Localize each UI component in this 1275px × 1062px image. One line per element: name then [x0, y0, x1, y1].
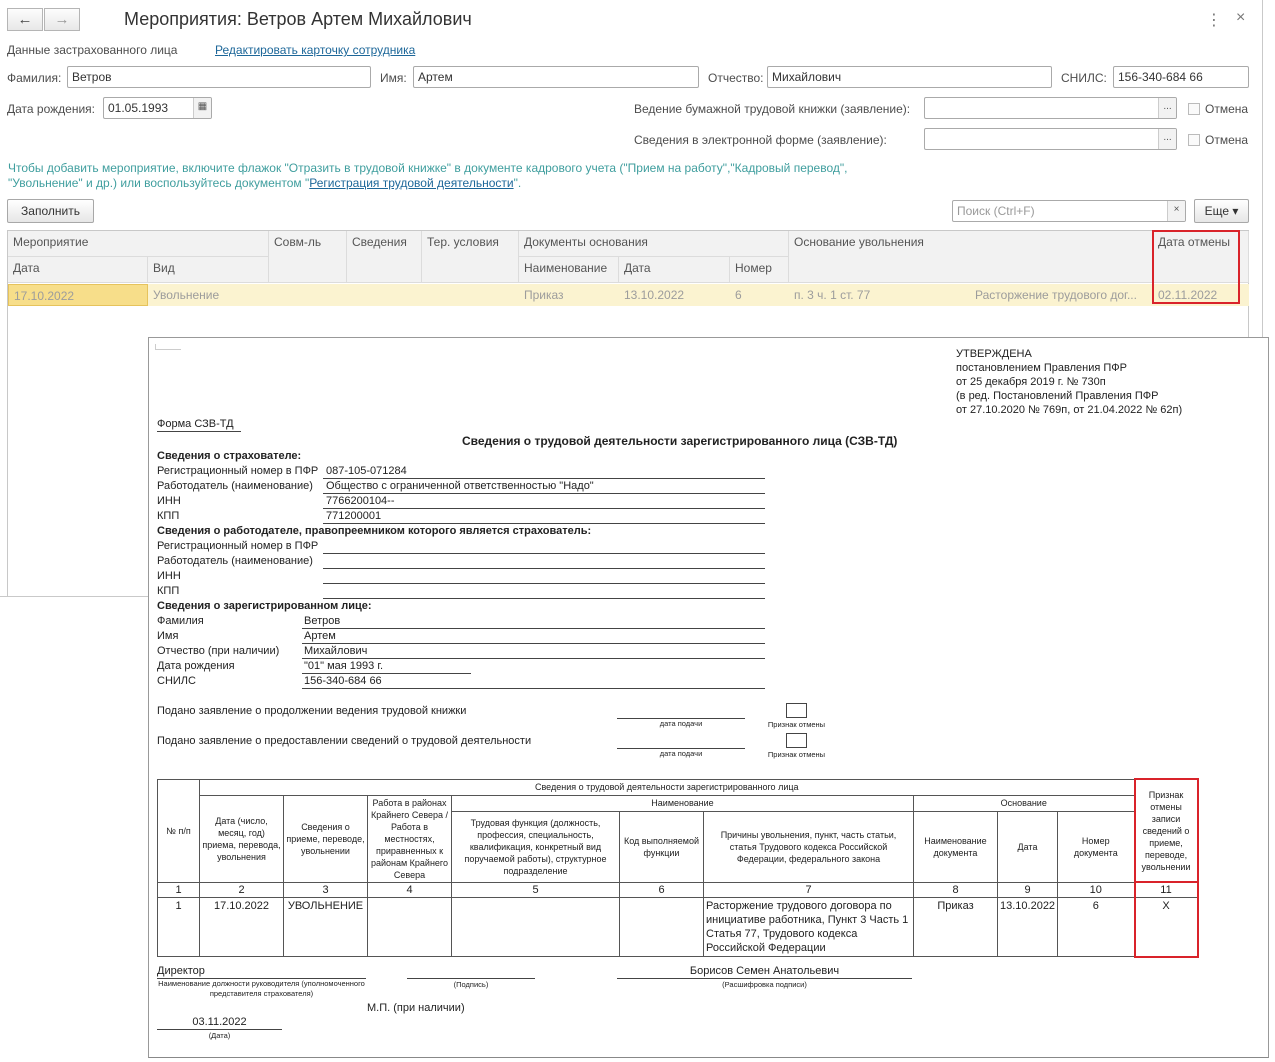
statement-2: Подано заявление о предоставлении сведений о трудовой деятельности [157, 735, 532, 747]
electronic-input[interactable] [924, 128, 1177, 150]
highlight-cancel-date [1152, 230, 1240, 304]
header-cancel-date[interactable]: Дата отмены [1153, 231, 1249, 283]
insured-section-label: Данные застрахованного лица [7, 43, 178, 57]
select-icon[interactable]: ... [1158, 129, 1176, 149]
cancel-sign-caption: Признак отмены [767, 720, 826, 729]
successor-employer-label: Работодатель (наименование) [157, 555, 313, 567]
h-reason: Причины увольнения, пункт, часть статьи, статья Трудового кодекса Российской Федерации, федерального закона [704, 812, 914, 882]
row-num: 1 [158, 898, 200, 957]
snils-label: СНИЛС: [1061, 71, 1107, 85]
sign-date: 03.11.2022 [192, 1016, 247, 1028]
row-basis-text[interactable]: Расторжение трудового дог... [975, 288, 1137, 302]
underline [302, 643, 765, 644]
hint-text: "Увольнение" и др.) или воспользуйтесь документом " [8, 176, 310, 190]
szv-td-document [148, 337, 1269, 1058]
paper-book-input[interactable] [924, 97, 1177, 119]
underline [302, 658, 765, 659]
electronic-cancel-label: Отмена [1205, 133, 1249, 147]
header-event[interactable]: Мероприятие [8, 231, 269, 257]
row-info: УВОЛЬНЕНИЕ [284, 898, 368, 957]
cancel-sign-caption: Признак отмены [767, 750, 826, 759]
col-number: 4 [368, 882, 452, 898]
col-number: 9 [998, 882, 1058, 898]
underline [302, 628, 765, 629]
underline [323, 478, 765, 479]
h-north: Работа в районах Крайнего Севера / Работа в местностях, приравненных к районам Крайнего Севера [368, 795, 452, 882]
paper-book-label: Ведение бумажной трудовой книжки (заявление): [634, 102, 911, 116]
successor-header: Сведения о работодателе, правопреемником которого является страхователь: [157, 525, 592, 537]
birth-input[interactable] [103, 97, 212, 119]
row-doc-number[interactable]: 6 [735, 288, 742, 302]
inn-value: 7766200104-- [326, 495, 395, 507]
header-part-time[interactable]: Совм-ль [269, 231, 347, 283]
kpp-label: КПП [157, 510, 180, 522]
underline [323, 508, 765, 509]
name-input[interactable]: Артем [413, 66, 699, 88]
patronymic-input[interactable]: Михайлович [767, 66, 1052, 88]
person-snils-value: 156-340-684 66 [304, 675, 382, 687]
successor-reg-num-label: Регистрационный номер в ПФР [157, 540, 319, 552]
h-func: Трудовая функция (должность, профессия, специальность, квалификация, конкретный вид поручаемой работы), структурное подразделение [452, 812, 620, 882]
col-number: 10 [1058, 882, 1135, 898]
insurer-header: Сведения о страхователе: [157, 450, 302, 462]
h-docname: Наименование документа [914, 812, 998, 882]
window-title: Мероприятия: Ветров Артем Михайлович [124, 9, 472, 29]
cancel-sign-box [786, 703, 807, 718]
h-date: Дата (число, месяц, год) приема, перевода, увольнения [200, 795, 284, 882]
name-label: Имя: [380, 71, 407, 85]
person-patronymic-label: Отчество (при наличии) [157, 645, 280, 657]
form-title: Сведения о трудовой деятельности зарегистрированного лица (СЗВ-ТД) [462, 434, 898, 448]
arrow-right-icon: → [54, 11, 70, 28]
arrow-left-icon: ← [17, 11, 33, 28]
col-number: 8 [914, 882, 998, 898]
row-docdate: 13.10.2022 [998, 898, 1058, 957]
underline [323, 598, 765, 599]
h-info: Сведения о приеме, переводе, увольнении [284, 795, 368, 882]
h-cancel: Признак отмены записи сведений о приеме, переводе, увольнении [1135, 779, 1198, 882]
h-docdate: Дата [998, 812, 1058, 882]
underline [323, 583, 765, 584]
hint-text-end: ". [513, 176, 522, 190]
hint-line-2 [8, 176, 521, 190]
surname-input[interactable]: Ветров [67, 66, 371, 88]
person-birth-value: "01" мая 1993 г. [304, 660, 384, 672]
row-date[interactable]: 17.10.2022 [8, 284, 148, 306]
row-north [368, 898, 452, 957]
kpp-value: 771200001 [326, 510, 382, 522]
statement-1: Подано заявление о продолжении ведения трудовой книжки [157, 705, 467, 717]
approved-line: постановлением Правления ПФР [956, 362, 1127, 374]
clear-search-icon[interactable]: × [1167, 201, 1185, 221]
h-top: Сведения о трудовой деятельности зарегистрированного лица [200, 779, 1135, 795]
row-kind[interactable]: Увольнение [153, 288, 220, 302]
director-caption: Наименование должности руководителя (уполномоченного представителя страхователя) [158, 979, 365, 998]
electronic-cancel-checkbox[interactable] [1188, 134, 1200, 146]
cancel-sign-box [786, 733, 807, 748]
birth-value: 01.05.1993 [108, 101, 169, 115]
underline [157, 1029, 282, 1030]
h-docnum: Номер документа [1058, 812, 1135, 882]
header-doc-date[interactable]: Дата [619, 257, 730, 283]
col-number: 3 [284, 882, 368, 898]
approved-line: от 27.10.2020 № 769п, от 21.04.2022 № 62п) [956, 404, 1183, 416]
row-func [452, 898, 620, 957]
underline [323, 523, 765, 524]
h-num: № п/п [158, 779, 200, 882]
header-ter-cond[interactable]: Тер. условия [422, 231, 519, 283]
sign-caption: (Подпись) [453, 980, 489, 989]
person-surname-value: Ветров [304, 615, 341, 627]
col-number: 1 [158, 882, 200, 898]
underline [323, 553, 765, 554]
more-button[interactable]: Еще ▾ [1194, 199, 1249, 223]
approved-line: (в ред. Постановлений Правления ПФР [956, 390, 1159, 402]
paper-book-cancel-checkbox[interactable] [1188, 103, 1200, 115]
underline [407, 978, 535, 979]
row-basis-article[interactable]: п. 3 ч. 1 ст. 77 [794, 288, 871, 302]
activity-table [157, 778, 1199, 958]
approved-line: от 25 декабря 2019 г. № 730п [956, 376, 1106, 388]
more-menu-icon[interactable]: ⋮ [1206, 12, 1222, 29]
underline [323, 493, 765, 494]
person-patronymic-value: Михайлович [304, 645, 368, 657]
page-corner [155, 344, 181, 350]
person-name-value: Артем [304, 630, 336, 642]
fill-button[interactable]: Заполнить [7, 199, 94, 223]
birth-label: Дата рождения: [7, 102, 95, 116]
approved-line: УТВЕРЖДЕНА [956, 348, 1032, 360]
successor-kpp-label: КПП [157, 585, 180, 597]
surname-label: Фамилия: [7, 71, 62, 85]
forward-button[interactable] [44, 8, 80, 31]
underline [323, 568, 765, 569]
paper-book-cancel-label: Отмена [1205, 102, 1249, 116]
row-docname: Приказ [914, 898, 998, 957]
header-kind[interactable]: Вид [148, 257, 269, 283]
col-number: 2 [200, 882, 284, 898]
person-snils-label: СНИЛС [157, 675, 196, 687]
col-number: 6 [620, 882, 704, 898]
row-docnum: 6 [1058, 898, 1135, 957]
form-label: Форма СЗВ-ТД [157, 418, 234, 430]
edit-employee-link[interactable]: Редактировать карточку сотрудника [215, 43, 416, 57]
submit-date-caption: дата подачи [659, 749, 703, 758]
row-date: 17.10.2022 [200, 898, 284, 957]
row-reason: Расторжение трудового договора по инициативе работника, Пункт 3 Часть 1 Статья 77, Трудового кодекса Российской Федерации [704, 898, 914, 957]
employer-label: Работодатель (наименование) [157, 480, 313, 492]
inn-label: ИНН [157, 495, 181, 507]
date-caption: (Дата) [208, 1031, 231, 1040]
calendar-icon[interactable]: ▦ [193, 98, 211, 118]
electronic-label: Сведения в электронной форме (заявление): [634, 133, 887, 147]
row-cancel-date[interactable]: 02.11.2022 [1158, 288, 1218, 302]
row-doc-name[interactable]: Приказ [524, 288, 564, 302]
h-basis: Основание [914, 795, 1135, 812]
person-surname-label: Фамилия [157, 615, 204, 627]
header-info[interactable]: Сведения [347, 231, 422, 283]
reg-num-label: Регистрационный номер в ПФР [157, 465, 319, 477]
row-cancel: Х [1135, 898, 1198, 957]
select-icon[interactable]: ... [1158, 98, 1176, 118]
stamp-label: М.П. (при наличии) [367, 1002, 465, 1014]
row-doc-date[interactable]: 13.10.2022 [624, 288, 685, 302]
reg-num-value: 087-105-071284 [326, 465, 407, 477]
person-header: Сведения о зарегистрированном лице: [157, 600, 372, 612]
hint-line-1: Чтобы добавить мероприятие, включите флажок "Отразить в трудовой книжке" в документе кадрового учета ("Прием на работу","Кадровый перевод", [8, 161, 848, 175]
underline [617, 978, 912, 979]
director-title: Директор [157, 965, 205, 977]
col-number: 7 [704, 882, 914, 898]
row-code [620, 898, 704, 957]
director-name: Борисов Семен Анатольевич [689, 965, 840, 977]
employer-value: Общество с ограниченной ответственностью "Надо" [326, 480, 594, 492]
snils-input[interactable]: 156-340-684 66 [1113, 66, 1249, 88]
underline [302, 673, 471, 674]
back-button[interactable] [7, 8, 43, 31]
header-date[interactable]: Дата [8, 257, 148, 283]
approved-block [956, 347, 1182, 417]
underline [302, 688, 765, 689]
search-placeholder: Поиск (Ctrl+F) [957, 204, 1035, 218]
person-birth-label: Дата рождения [157, 660, 235, 672]
successor-inn-label: ИНН [157, 570, 181, 582]
person-name-label: Имя [157, 630, 179, 642]
h-name: Наименование [452, 795, 914, 812]
underline [157, 431, 241, 432]
registration-link[interactable]: Регистрация трудовой деятельности [309, 176, 514, 190]
h-code: Код выполняемой функции [620, 812, 704, 882]
header-docs[interactable]: Документы основания [519, 231, 789, 257]
close-icon[interactable]: × [1236, 9, 1246, 26]
search-input[interactable] [952, 200, 1186, 222]
col-number: 11 [1135, 882, 1198, 898]
table-row[interactable] [8, 284, 1249, 306]
header-dismissal-basis[interactable]: Основание увольнения [789, 231, 1153, 283]
name-caption: (Расшифровка подписи) [722, 980, 807, 989]
col-number: 5 [452, 882, 620, 898]
header-doc-name[interactable]: Наименование [519, 257, 619, 283]
patronymic-label: Отчество: [708, 71, 764, 85]
header-doc-number[interactable]: Номер [730, 257, 789, 283]
submit-date-caption: дата подачи [659, 719, 703, 728]
